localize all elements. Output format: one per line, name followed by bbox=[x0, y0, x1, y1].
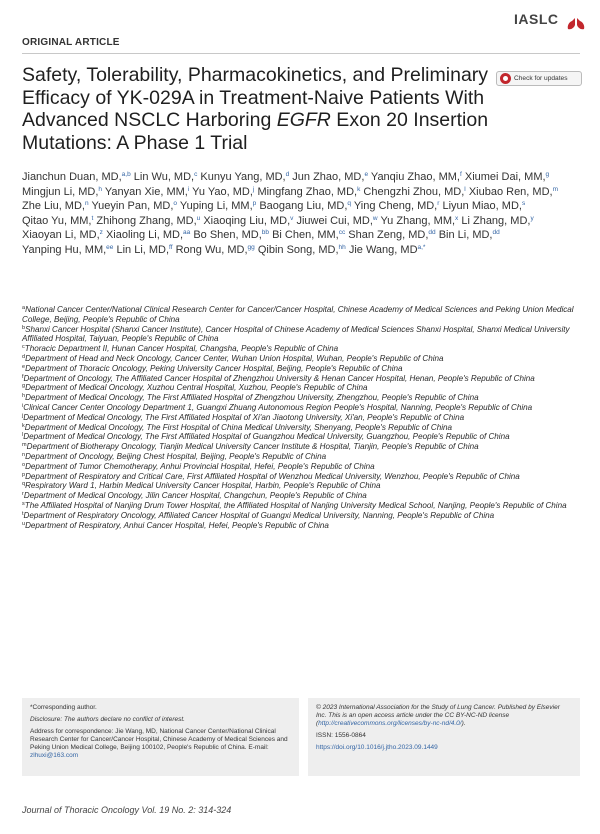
author-affiliation-marker: z bbox=[99, 229, 103, 236]
author-name-text: Li Zhang, MD, bbox=[461, 214, 531, 227]
author-name bbox=[258, 244, 346, 256]
author-affiliation-marker: ee bbox=[106, 243, 114, 251]
author-name-text: Bo Shen, MD, bbox=[193, 229, 262, 241]
affiliation-marker: n bbox=[22, 451, 26, 458]
affiliation-marker: j bbox=[22, 412, 24, 419]
title-part-2: Exon 20 Insertion Mutations: A Phase 1 Trial bbox=[22, 109, 489, 154]
author-affiliation-marker: k bbox=[357, 185, 361, 193]
author-name bbox=[22, 186, 102, 198]
issn: ISSN: 1556-0864 bbox=[316, 732, 366, 739]
author-name-text: Yu Zhang, MM, bbox=[380, 214, 456, 227]
affiliation-text: Department of Oncology, Beijing Chest Hospital, Beijing, People's Republic of China bbox=[25, 451, 327, 461]
affiliation-item bbox=[22, 413, 587, 423]
affiliation-item bbox=[22, 354, 587, 364]
author-affiliation-marker: a,* bbox=[417, 243, 426, 251]
affiliation-marker: p bbox=[22, 471, 26, 478]
address-text: Address for correspondence: Jie Wang, MD, National Cancer Center/National Clinical Research Center for Cancer/Cancer Hospital, Chinese Academy of Medical Sciences and Peking Union Medical College, Beijing 100102, People's Republic of China. E-mail: bbox=[30, 728, 288, 751]
author-name-text: Shan Zeng, MD, bbox=[348, 229, 429, 241]
author-name-text: Jun Zhao, MD, bbox=[292, 171, 365, 183]
author-name-text: Kunyu Yang, MD, bbox=[200, 171, 286, 183]
affiliation-text: Shanxi Cancer Hospital (Shanxi Cancer Institute), Cancer Hospital of Chinese Academy of Medical Sciences Shanxi Hospital, Shanxi Medical University Affiliated Hospital, Taiyuan, People's Republic of China bbox=[22, 324, 570, 344]
affiliation-item bbox=[22, 432, 587, 442]
author-affiliation-marker: aa bbox=[183, 229, 191, 236]
author-name bbox=[442, 200, 525, 212]
author-name bbox=[22, 229, 103, 241]
affiliation-item bbox=[22, 501, 587, 511]
author-name bbox=[22, 171, 131, 183]
author-affiliation-marker: c bbox=[194, 171, 198, 178]
author-name bbox=[96, 215, 200, 227]
title-italic: EGFR bbox=[276, 109, 331, 131]
affiliation-text: Thoracic Department II, Hunan Cancer Hospital, Changsha, People's Republic of China bbox=[24, 344, 339, 354]
author-name-text: Xiaoyan Li, MD, bbox=[22, 229, 100, 241]
author-name bbox=[465, 171, 549, 183]
journal-citation: Journal of Thoracic Oncology Vol. 19 No. 2: 314-324 bbox=[22, 805, 232, 815]
affiliation-item bbox=[22, 511, 587, 521]
author-name-text: Yuping Li, MM, bbox=[179, 200, 253, 212]
author-name-text: Jie Wang, MD bbox=[348, 243, 418, 256]
affiliation-text: Department of Respiratory, Anhui Cancer Hospital, Hefei, People's Republic of China bbox=[25, 520, 329, 530]
author-name-text: Baogang Liu, MD, bbox=[259, 200, 348, 212]
author-name-text: Bin Li, MD, bbox=[438, 229, 493, 241]
check-for-updates-label: Check for updates bbox=[514, 75, 568, 82]
author-affiliation-marker: j bbox=[252, 185, 255, 193]
author-name-text: Liyun Miao, MD, bbox=[442, 200, 522, 212]
affiliation-marker: r bbox=[22, 491, 24, 498]
author-name-text: Chengzhi Zhou, MD, bbox=[363, 185, 465, 198]
affiliation-text: Clinical Cancer Center Oncology Department 1, Guangxi Zhuang Autonomous Region People's Hospital, Nanning, People's Republic of China bbox=[23, 402, 533, 412]
author-name-text: Yueyin Pan, MD, bbox=[91, 200, 174, 212]
author-affiliation-marker: m bbox=[552, 185, 558, 193]
author-name bbox=[348, 229, 435, 241]
section-label: ORIGINAL ARTICLE bbox=[22, 37, 120, 48]
affiliation-text: Department of Medical Oncology, The First Affiliated Hospital of Zhengzhou University, Zhengzhou, People's Republic of China bbox=[25, 393, 479, 403]
author-affiliation-marker: ff bbox=[169, 243, 173, 251]
affiliation-item bbox=[22, 364, 587, 374]
author-affiliation-marker: r bbox=[437, 200, 440, 207]
author-name-text: Lin Wu, MD, bbox=[133, 171, 195, 183]
affiliation-marker: l bbox=[22, 432, 24, 439]
affiliation-marker: s bbox=[22, 500, 25, 507]
author-affiliation-marker: x bbox=[455, 214, 459, 222]
author-affiliation-marker: l bbox=[464, 185, 466, 193]
author-affiliation-marker: n bbox=[84, 200, 89, 207]
author-name-text: Qibin Song, MD, bbox=[257, 243, 339, 256]
affiliation-marker: a bbox=[22, 305, 26, 311]
author-name-text: Yu Yao, MD, bbox=[192, 185, 253, 198]
affiliation-marker: h bbox=[22, 393, 26, 400]
disclosure-note: Disclosure: The authors declare no conflict of interest. bbox=[30, 716, 185, 723]
author-name-text: Ying Cheng, MD, bbox=[353, 200, 438, 212]
email-link[interactable]: zlhuxi@163.com bbox=[30, 752, 79, 759]
author-name-text: Yanping Hu, MM, bbox=[22, 243, 107, 256]
affiliation-text: Department of Tumor Chemotherapy, Anhui Provincial Hospital, Hefei, People's Republic of China bbox=[25, 461, 375, 471]
author-name bbox=[461, 215, 533, 227]
affiliation-marker: t bbox=[22, 510, 24, 517]
author-name bbox=[22, 200, 89, 212]
affiliation-marker: u bbox=[22, 520, 26, 527]
author-affiliation-marker: dd bbox=[492, 229, 500, 236]
author-name bbox=[106, 229, 190, 241]
affiliation-item bbox=[22, 383, 587, 393]
author-name-text: Bi Chen, MM, bbox=[272, 229, 339, 241]
author-name bbox=[105, 186, 189, 198]
author-name bbox=[22, 215, 93, 227]
author-affiliation-marker: e bbox=[364, 171, 369, 178]
affiliation-text: Department of Thoracic Oncology, Peking University Cancer Hospital, Beijing, People's Republic of China bbox=[25, 363, 403, 373]
author-name-text: Yanyan Xie, MM, bbox=[104, 185, 188, 198]
affiliation-text: Department of Head and Neck Oncology, Cancer Center, Wuhan Union Hospital, Wuhan, People's Republic of China bbox=[25, 353, 444, 363]
author-name bbox=[292, 171, 368, 183]
affiliation-text: Department of Medical Oncology, The First Hospital of China Medical University, Shenyang, People's Republic of China bbox=[24, 422, 453, 432]
affiliation-text: Department of Medical Oncology, The First Affiliated Hospital of Guangzhou Medical University, Guangzhou, People's Republic of China bbox=[23, 432, 510, 442]
author-name-text: Lin Li, MD, bbox=[116, 243, 170, 256]
author-name bbox=[469, 186, 558, 198]
author-affiliation-marker: q bbox=[347, 200, 352, 207]
affiliation-item bbox=[22, 325, 587, 345]
affiliation-text: Department of Respiratory Oncology, Affiliated Cancer Hospital of Guangxi Medical University, Nanning, People's Republic of China bbox=[23, 510, 495, 520]
license-link[interactable]: http://creativecommons.org/licenses/by-nc-nd/4.0/ bbox=[318, 720, 462, 727]
license-box bbox=[308, 698, 580, 776]
author-name-text: Jiuwei Cui, MD, bbox=[296, 214, 373, 227]
author-name bbox=[180, 200, 256, 212]
affiliation-item bbox=[22, 472, 587, 482]
author-affiliation-marker: cc bbox=[338, 229, 346, 236]
affiliation-text: Respiratory Ward 1, Harbin Medical University Cancer Hospital, Harbin, People's Republic of China bbox=[25, 481, 381, 491]
author-affiliation-marker: gg bbox=[247, 243, 255, 251]
affiliation-item bbox=[22, 374, 587, 384]
author-name-text: Jianchun Duan, MD, bbox=[22, 171, 122, 183]
author-name-text: Zhihong Zhang, MD, bbox=[96, 214, 197, 227]
affiliation-item bbox=[22, 462, 587, 472]
author-name-text: Xiumei Dai, MM, bbox=[464, 171, 546, 183]
crossmark-icon bbox=[500, 73, 511, 84]
author-name bbox=[363, 186, 465, 198]
affiliation-marker: b bbox=[22, 324, 26, 331]
affiliation-item bbox=[22, 344, 587, 354]
author-name-text: Mingjun Li, MD, bbox=[22, 185, 99, 198]
author-affiliation-marker: v bbox=[290, 214, 294, 222]
author-name bbox=[380, 215, 458, 227]
check-for-updates-button[interactable] bbox=[496, 71, 582, 86]
affiliation-item bbox=[22, 521, 587, 531]
affiliation-text: National Cancer Center/National Clinical Research Center for Cancer/Cancer Hospital, Chinese Academy of Medical Sciences and Peking Union Medical College, Beijing, People's Republic of China bbox=[22, 305, 574, 324]
author-name bbox=[272, 229, 345, 241]
corresponding-author-note: *Corresponding author. bbox=[30, 704, 97, 711]
copyright-note bbox=[316, 704, 572, 728]
author-list bbox=[22, 170, 582, 257]
author-affiliation-marker: i bbox=[187, 185, 190, 193]
affiliation-marker: o bbox=[22, 461, 26, 468]
author-name bbox=[193, 229, 269, 241]
author-name bbox=[22, 244, 113, 256]
author-name bbox=[203, 215, 293, 227]
author-name bbox=[371, 171, 462, 183]
author-name bbox=[200, 171, 289, 183]
author-affiliation-marker: y bbox=[530, 214, 534, 222]
author-affiliation-marker: p bbox=[252, 200, 257, 207]
affiliation-marker: m bbox=[22, 442, 27, 449]
author-name bbox=[192, 186, 254, 198]
affiliation-item bbox=[22, 403, 587, 413]
author-affiliation-marker: h bbox=[98, 185, 103, 193]
affiliation-marker: g bbox=[22, 383, 26, 390]
doi-link[interactable]: https://doi.org/10.1016/j.jtho.2023.09.1449 bbox=[316, 744, 438, 751]
author-affiliation-marker: w bbox=[372, 214, 378, 222]
affiliation-item bbox=[22, 442, 587, 452]
author-name-text: Mingfang Zhao, MD, bbox=[257, 185, 358, 198]
title-part-1: Safety, Tolerability, Pharmacokinetics, and Preliminary Efficacy of YK-029A in Treatment-Naive Patients With Advanced NSCLC Harboring bbox=[22, 64, 489, 131]
author-affiliation-marker: a,b bbox=[121, 171, 131, 178]
logo-text: IASLC bbox=[514, 11, 559, 27]
author-name-text: Rong Wu, MD, bbox=[175, 243, 248, 256]
affiliation-text: Department of Respiratory and Critical Care, First Affiliated Hospital of Wenzhou Medical University, Wenzhou, People's Republic of China bbox=[25, 471, 520, 481]
affiliation-text: Department of Medical Oncology, Xuzhou Central Hospital, Xuzhou, People's Republic of China bbox=[25, 383, 368, 393]
author-affiliation-marker: bb bbox=[261, 229, 270, 236]
article-title bbox=[22, 64, 492, 154]
affiliation-text: Department of Medical Oncology, The First Affiliated Hospital of Xi'an Jiaotong University, Xi'an, People's Republic of China bbox=[23, 412, 465, 422]
author-name-text: Qitao Yu, MM, bbox=[22, 214, 92, 227]
author-name-text: Xiaoling Li, MD, bbox=[105, 229, 184, 241]
author-name bbox=[134, 171, 198, 183]
author-name bbox=[91, 200, 177, 212]
author-affiliation-marker: g bbox=[545, 171, 550, 178]
affiliation-marker: e bbox=[22, 363, 26, 370]
author-affiliation-marker: f bbox=[459, 171, 462, 178]
author-affiliation-marker: dd bbox=[428, 229, 436, 236]
affiliation-item bbox=[22, 305, 587, 325]
affiliation-item bbox=[22, 481, 587, 491]
affiliation-marker: c bbox=[22, 344, 25, 351]
affiliation-text: The Affiliated Hospital of Nanjing Drum Tower Hospital, the Affiliated Hospital of Nanjing University Medical School, Nanjing, People's Republic of China bbox=[24, 500, 567, 510]
author-affiliation-marker: hh bbox=[338, 243, 346, 251]
affiliation-list bbox=[22, 305, 587, 530]
affiliation-marker: q bbox=[22, 481, 26, 488]
affiliation-item bbox=[22, 393, 587, 403]
author-name bbox=[116, 244, 172, 256]
affiliation-marker: k bbox=[22, 422, 25, 429]
iaslc-logo bbox=[514, 6, 588, 34]
copyright-text: © 2023 International Association for the Study of Lung Cancer. Published by Elsevier Inc. This is an open access article under the CC BY-NC-ND license ( bbox=[316, 704, 560, 727]
header-divider bbox=[22, 53, 580, 54]
affiliation-item bbox=[22, 452, 587, 462]
correspondence-address bbox=[30, 728, 291, 760]
author-name bbox=[176, 244, 255, 256]
author-affiliation-marker: t bbox=[91, 214, 94, 222]
author-name bbox=[257, 186, 360, 198]
author-name-text: Xiubao Ren, MD, bbox=[468, 185, 553, 198]
author-name bbox=[439, 229, 500, 241]
author-name bbox=[296, 215, 377, 227]
author-affiliation-marker: s bbox=[521, 200, 526, 207]
author-affiliation-marker: u bbox=[196, 214, 201, 222]
author-affiliation-marker: d bbox=[285, 171, 290, 178]
affiliation-marker: f bbox=[22, 373, 24, 380]
affiliation-item bbox=[22, 423, 587, 433]
author-name bbox=[259, 200, 351, 212]
author-affiliation-marker: o bbox=[173, 200, 178, 207]
affiliation-text: Department of Oncology, The Affiliated Cancer Hospital of Zhengzhou University & Henan Cancer Hospital, Henan, People's Republic of China bbox=[23, 373, 535, 383]
author-name-text: Xiaoqing Liu, MD, bbox=[203, 214, 291, 227]
author-name bbox=[354, 200, 440, 212]
affiliation-marker: d bbox=[22, 353, 26, 360]
copyright-end: ). bbox=[461, 720, 466, 727]
lungs-logo-icon bbox=[564, 8, 588, 32]
author-name bbox=[349, 244, 426, 256]
affiliation-item bbox=[22, 491, 587, 501]
affiliation-text: Department of Medical Oncology, Jilin Cancer Hospital, Changchun, People's Republic of China bbox=[23, 491, 367, 501]
author-name-text: Zhe Liu, MD, bbox=[22, 200, 85, 212]
author-name-text: Yanqiu Zhao, MM, bbox=[370, 171, 460, 183]
affiliation-text: Department of Biotherapy Oncology, Tianjin Medical University Cancer Institute & Hospital, Tianjin, People's Republic of China bbox=[26, 442, 479, 452]
affiliation-marker: i bbox=[22, 402, 24, 409]
correspondence-box bbox=[22, 698, 299, 776]
